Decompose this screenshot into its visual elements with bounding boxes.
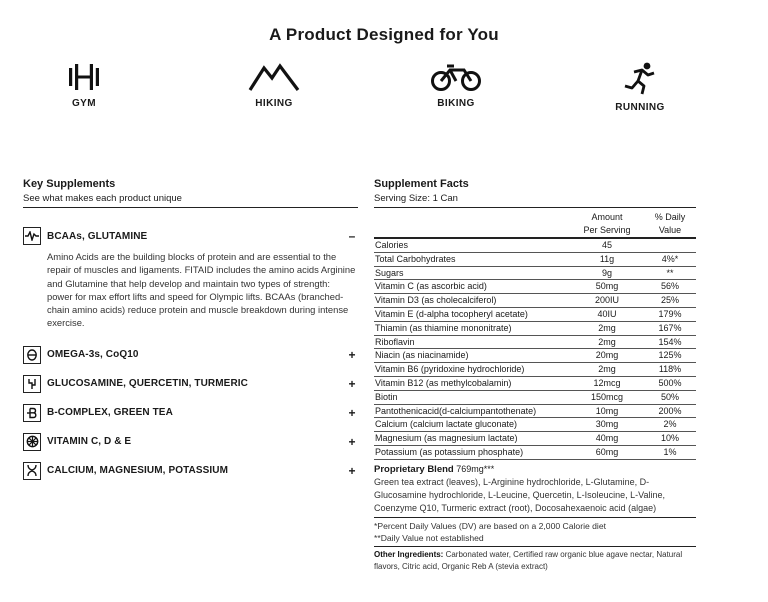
daily-value-column-header: % Daily Value: [654, 212, 686, 235]
facts-cell-name: Sugars: [375, 267, 404, 278]
amount-column-header: Amount Per Serving: [583, 212, 631, 235]
accordion-label: BCAAs, GLUTAMINE: [47, 230, 148, 242]
facts-title: Supplement Facts: [374, 178, 469, 190]
accordion-item-bcaas[interactable]: [23, 226, 358, 336]
facts-header-row: [374, 207, 696, 239]
supplement-facts-panel: [374, 178, 696, 572]
blend-ingredients: Green tea extract (leaves), L-Arginine hydrochloride, L-Glutamine, D-Glucosamine hydrochloride, L-Leucine, Quercetin, L-Isoleucine, L-Valine, Coenzyme Q10, Turmeric extract (root), Docosahexaenoic acid (algae): [374, 476, 696, 518]
facts-row: [374, 280, 696, 294]
proprietary-blend: Proprietary Blend 769mg***: [374, 463, 495, 475]
facts-cell-dv: 200%: [658, 405, 682, 416]
facts-row: [374, 253, 696, 267]
supplements-accordion: [23, 226, 358, 481]
expand-toggle[interactable]: +: [348, 434, 356, 449]
facts-cell-name: Vitamin B6 (pyridoxine hydrochloride): [375, 364, 525, 375]
activity-gym: [34, 62, 134, 109]
expand-toggle[interactable]: +: [348, 405, 356, 420]
key-supplements-title: Key Supplements: [23, 178, 116, 190]
facts-cell-name: Vitamin B12 (as methylcobalamin): [375, 377, 512, 388]
facts-row: [374, 418, 696, 432]
facts-row: [374, 405, 696, 419]
dv-footnote: *Percent Daily Values (DV) are based on a 2,000 Calorie diet: [374, 521, 606, 532]
activity-label: HIKING: [255, 98, 293, 109]
activity-label: RUNNING: [615, 102, 665, 113]
capsule-icon: [23, 346, 41, 364]
facts-cell-name: Riboflavin: [375, 336, 415, 347]
facts-row: [374, 336, 696, 350]
citrus-icon: [23, 433, 41, 451]
facts-cell-dv: 167%: [658, 322, 682, 333]
accordion-header[interactable]: [23, 403, 358, 423]
accordion-item-minerals[interactable]: [23, 461, 358, 481]
facts-cell-name: Total Carbohydrates: [375, 253, 456, 264]
other-ingredients: Other Ingredients: Carbonated water, Certified raw organic blue agave nectar, Natural flavors, Citric acid, Organic Reb A (stevia extract): [374, 550, 683, 571]
key-supplements-panel: [23, 178, 358, 481]
facts-row: [374, 377, 696, 391]
facts-row: [374, 322, 696, 336]
dumbbell-icon: [67, 62, 101, 92]
b-complex-icon: [23, 404, 41, 422]
facts-cell-name: Pantothenicacid(d-calciumpantothenate): [375, 405, 537, 416]
facts-cell-dv: **: [666, 267, 674, 278]
facts-cell-amount: 200IU: [594, 295, 620, 306]
facts-cell-name: Calories: [375, 240, 409, 250]
facts-cell-dv: 179%: [658, 308, 682, 319]
runner-icon: [620, 62, 660, 96]
facts-cell-name: Vitamin E (d-alpha tocopheryl acetate): [375, 308, 528, 319]
facts-row: [374, 308, 696, 322]
facts-cell-dv: [644, 239, 696, 252]
facts-cell-dv: 1%: [663, 446, 677, 457]
pulse-icon: [23, 227, 41, 245]
mountain-icon: [248, 62, 300, 92]
facts-cell-dv: 500%: [658, 377, 682, 388]
facts-row: [374, 391, 696, 405]
facts-cell-dv: 2%: [663, 419, 677, 430]
accordion-item-b-complex[interactable]: [23, 403, 358, 423]
facts-cell-name: Calcium (calcium lactate gluconate): [375, 419, 518, 430]
facts-cell-name: Potassium (as potassium phosphate): [375, 446, 524, 457]
facts-cell-amount: 50mg: [595, 281, 619, 292]
activity-label: GYM: [72, 98, 96, 109]
accordion-header[interactable]: [23, 432, 358, 452]
facts-cell-amount: 11g: [599, 253, 615, 264]
facts-cell-amount: 10mg: [595, 405, 619, 416]
accordion-item-vitamins[interactable]: [23, 432, 358, 452]
no-dv-footnote: **Daily Value not established: [374, 532, 696, 547]
facts-cell-name: Magnesium (as magnesium lactate): [375, 433, 518, 444]
accordion-label: OMEGA-3s, CoQ10: [47, 349, 139, 361]
serving-size: Serving Size: 1 Can: [374, 193, 458, 204]
facts-cell-name: Vitamin C (as ascorbic acid): [375, 281, 487, 292]
facts-cell-amount: 20mg: [595, 350, 619, 361]
facts-cell-amount: 60mg: [595, 446, 619, 457]
bone-icon: [23, 462, 41, 480]
accordion-header[interactable]: [23, 374, 358, 394]
expand-toggle[interactable]: +: [348, 376, 356, 391]
facts-cell-dv: 50%: [660, 391, 679, 402]
accordion-item-glucosamine[interactable]: [23, 374, 358, 394]
accordion-label: B-COMPLEX, GREEN TEA: [47, 407, 173, 419]
facts-row: [374, 239, 696, 253]
joint-icon: [23, 375, 41, 393]
facts-cell-name: Vitamin D3 (as cholecalciferol): [375, 295, 497, 306]
facts-cell-amount: 45: [601, 240, 612, 250]
accordion-header[interactable]: [23, 226, 358, 246]
accordion-label: VITAMIN C, D & E: [47, 436, 132, 448]
facts-cell-amount: 150mcg: [590, 391, 624, 402]
facts-row: [374, 363, 696, 377]
facts-table: [374, 239, 696, 460]
activity-row: [0, 62, 768, 122]
facts-row: [374, 432, 696, 446]
facts-cell-dv: 25%: [660, 295, 679, 306]
facts-cell-dv: 125%: [658, 350, 682, 361]
facts-cell-amount: 40mg: [595, 433, 619, 444]
facts-cell-dv: 154%: [658, 336, 682, 347]
facts-cell-name: Biotin: [375, 391, 398, 402]
facts-cell-dv: 118%: [658, 364, 682, 375]
facts-cell-name: Thiamin (as thiamine mononitrate): [375, 322, 512, 333]
facts-cell-amount: 12mcg: [593, 377, 621, 388]
facts-row: [374, 294, 696, 308]
facts-cell-dv: 56%: [660, 281, 679, 292]
facts-cell-amount: 2mg: [598, 322, 616, 333]
facts-cell-amount: 2mg: [598, 336, 616, 347]
facts-cell-amount: 2mg: [598, 364, 616, 375]
facts-row: [374, 446, 696, 460]
activity-running: [590, 62, 690, 113]
facts-cell-name: Niacin (as niacinamide): [375, 350, 469, 361]
facts-cell-amount: 9g: [601, 267, 612, 278]
accordion-header[interactable]: [23, 345, 358, 365]
collapse-toggle[interactable]: –: [348, 229, 356, 243]
bicycle-icon: [430, 62, 482, 92]
facts-cell-amount: 40IU: [597, 308, 617, 319]
accordion-header[interactable]: [23, 461, 358, 481]
activity-biking: [406, 62, 506, 109]
expand-toggle[interactable]: +: [348, 347, 356, 362]
accordion-label: GLUCOSAMINE, QUERCETIN, TURMERIC: [47, 378, 248, 390]
facts-row: [374, 267, 696, 281]
expand-toggle[interactable]: +: [348, 463, 356, 478]
facts-cell-dv: 10%: [660, 433, 679, 444]
activity-label: BIKING: [437, 98, 475, 109]
facts-cell-amount: 30mg: [595, 419, 619, 430]
facts-row: [374, 349, 696, 363]
accordion-label: CALCIUM, MAGNESIUM, POTASSIUM: [47, 465, 229, 477]
facts-cell-dv: 4%*: [661, 253, 679, 264]
activity-hiking: [224, 62, 324, 109]
accordion-body: Amino Acids are the building blocks of protein and are essential to the repair of muscles and ligaments. FITAID includes the amino acids Arginine and Glutamine that help develop and maintain two types of strength: power for max effort lifts and speed for Olympic lifts. BCAAs (branched-chain amino acids) reduce protein and muscle breakdown during intense exercise.: [47, 251, 356, 329]
accordion-item-omega[interactable]: [23, 345, 358, 365]
key-supplements-subtitle: See what makes each product unique: [23, 193, 358, 208]
page-title: A Product Designed for You: [269, 25, 499, 44]
